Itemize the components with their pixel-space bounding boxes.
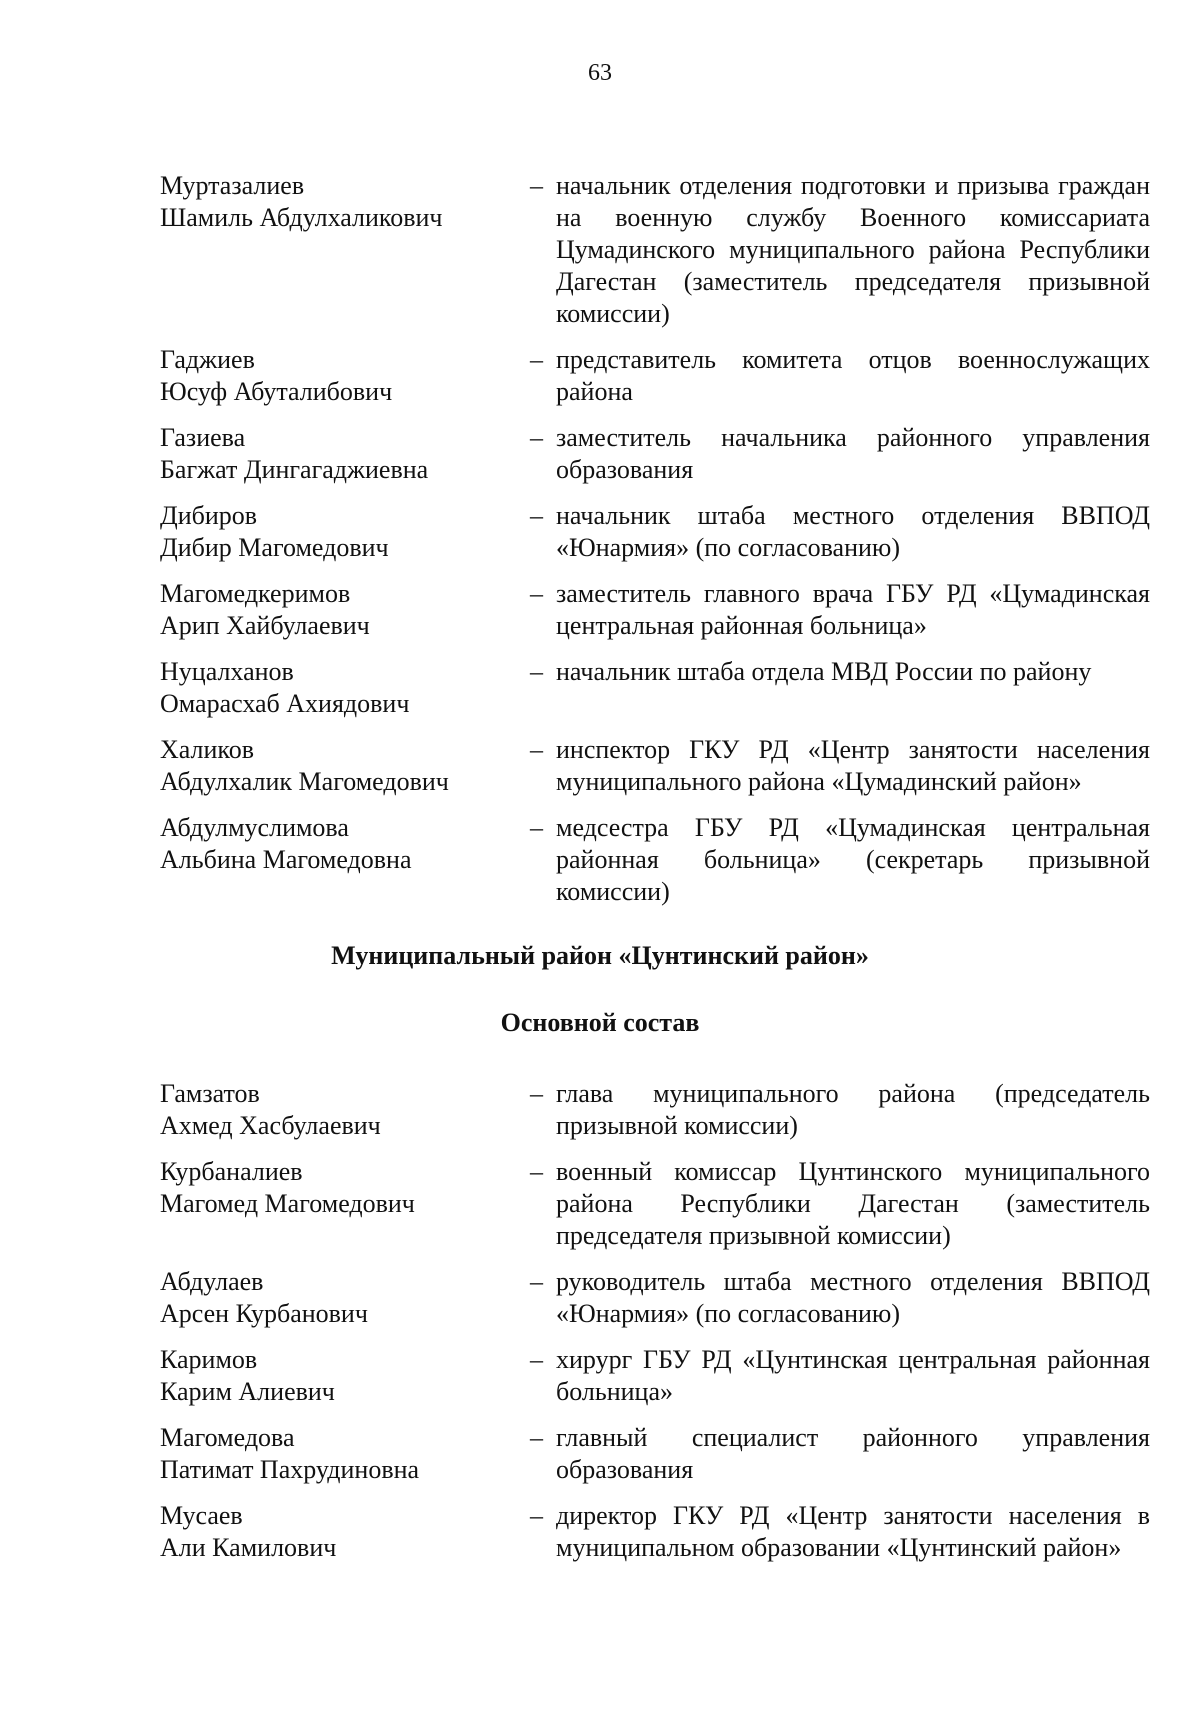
dash: –: [530, 423, 543, 452]
member-surname: Газиева: [160, 423, 246, 452]
member-role: [530, 812, 1150, 908]
dash: –: [530, 657, 543, 686]
member-role-text: медсестра ГБУ РД «Цумадинская центральная районная больница» (секретарь призывной комиссии): [556, 813, 1150, 906]
member-entry: [160, 422, 1150, 486]
member-name: [160, 1422, 530, 1486]
member-surname: Мусаев: [160, 1501, 243, 1530]
member-given-name: Альбина Магомедовна: [160, 845, 412, 874]
member-name: [160, 656, 530, 720]
member-name: [160, 1344, 530, 1408]
member-name: [160, 1266, 530, 1330]
member-given-name: Шамиль Абдулхаликович: [160, 203, 443, 232]
member-role: [530, 734, 1150, 798]
member-role: [530, 1500, 1150, 1564]
member-given-name: Ахмед Хасбулаевич: [160, 1111, 381, 1140]
member-role-text: представитель комитета отцов военнослужащих района: [556, 345, 1150, 406]
member-entry: [160, 344, 1150, 408]
member-given-name: Багжат Дингагаджиевна: [160, 455, 429, 484]
member-given-name: Абдулхалик Магомедович: [160, 767, 449, 796]
member-given-name: Али Камилович: [160, 1533, 337, 1562]
member-surname: Дибиров: [160, 501, 258, 530]
page-number: 63: [588, 60, 612, 86]
member-role-text: заместитель начальника районного управления образования: [556, 423, 1150, 484]
dash: –: [530, 1267, 543, 1296]
member-role-text: военный комиссар Цунтинского муниципального района Республики Дагестан (заместитель председателя призывной комиссии): [556, 1157, 1150, 1250]
member-surname: Муртазалиев: [160, 171, 305, 200]
member-entry: [160, 578, 1150, 642]
member-given-name: Арип Хайбулаевич: [160, 611, 370, 640]
dash: –: [530, 813, 543, 842]
member-surname: Гамзатов: [160, 1079, 260, 1108]
member-entry: [160, 1500, 1150, 1564]
member-given-name: Магомед Магомедович: [160, 1189, 415, 1218]
member-surname: Каримов: [160, 1345, 258, 1374]
member-role-text: инспектор ГКУ РД «Центр занятости населения муниципального района «Цумадинский район»: [556, 735, 1150, 796]
member-name: [160, 1078, 530, 1142]
member-name: [160, 578, 530, 642]
member-entry: [160, 500, 1150, 564]
member-entry: [160, 1078, 1150, 1142]
member-surname: Нуцалханов: [160, 657, 294, 686]
member-surname: Магомедова: [160, 1423, 295, 1452]
member-name: [160, 812, 530, 876]
dash: –: [530, 1423, 543, 1452]
member-role-text: хирург ГБУ РД «Цунтинская центральная районная больница»: [556, 1345, 1150, 1406]
member-entry: [160, 812, 1150, 908]
member-surname: Абдулаев: [160, 1267, 264, 1296]
member-name: [160, 170, 530, 234]
member-entry: [160, 1422, 1150, 1486]
member-surname: Абдулмуслимова: [160, 813, 349, 842]
member-role: [530, 170, 1150, 330]
member-given-name: Омарасхаб Ахиядович: [160, 689, 410, 718]
member-name: [160, 422, 530, 486]
member-entry: [160, 1266, 1150, 1330]
member-role: [530, 1422, 1150, 1486]
member-role-text: руководитель штаба местного отделения ВВПОД «Юнармия» (по согласованию): [556, 1267, 1150, 1328]
dash: –: [530, 345, 543, 374]
composition-subheading: Основной состав: [500, 1008, 700, 1037]
member-entry: [160, 1344, 1150, 1408]
member-name: [160, 1500, 530, 1564]
member-surname: Гаджиев: [160, 345, 255, 374]
member-role: [530, 1344, 1150, 1408]
member-name: [160, 500, 530, 564]
member-given-name: Патимат Пахрудиновна: [160, 1455, 420, 1484]
dash: –: [530, 1079, 543, 1108]
dash: –: [530, 1345, 543, 1374]
member-surname: Халиков: [160, 735, 255, 764]
member-role: [530, 578, 1150, 642]
dash: –: [530, 1501, 543, 1530]
dash: –: [530, 171, 543, 200]
member-role-text: начальник штаба местного отделения ВВПОД «Юнармия» (по согласованию): [556, 501, 1150, 562]
dash: –: [530, 501, 543, 530]
member-given-name: Дибир Магомедович: [160, 533, 389, 562]
member-role-text: директор ГКУ РД «Центр занятости населения в муниципальном образовании «Цунтинский район»: [556, 1501, 1150, 1562]
member-entry: [160, 734, 1150, 798]
member-role: [530, 422, 1150, 486]
member-role: [530, 1266, 1150, 1330]
member-surname: Магомедкеримов: [160, 579, 351, 608]
member-role-text: заместитель главного врача ГБУ РД «Цумадинская центральная районная больница»: [556, 579, 1150, 640]
dash: –: [530, 579, 543, 608]
member-given-name: Карим Алиевич: [160, 1377, 335, 1406]
member-entry: [160, 170, 1150, 330]
member-name: [160, 734, 530, 798]
member-role-text: главный специалист районного управления образования: [556, 1423, 1150, 1484]
member-given-name: Юсуф Абуталибович: [160, 377, 393, 406]
member-name: [160, 344, 530, 408]
member-role: [530, 500, 1150, 564]
member-entry: [160, 656, 1150, 720]
district-heading: Муниципальный район «Цунтинский район»: [331, 941, 869, 970]
member-role: [530, 656, 1150, 688]
dash: –: [530, 735, 543, 764]
member-role-text: начальник штаба отдела МВД России по району: [556, 657, 1092, 686]
member-role-text: начальник отделения подготовки и призыва граждан на военную службу Военного комиссариата Цумадинского муниципального района Республики Дагестан (заместитель председателя призывной комиссии): [556, 171, 1150, 328]
member-role: [530, 344, 1150, 408]
member-entry: [160, 1156, 1150, 1252]
member-role: [530, 1156, 1150, 1252]
dash: –: [530, 1157, 543, 1186]
member-role: [530, 1078, 1150, 1142]
member-given-name: Арсен Курбанович: [160, 1299, 368, 1328]
member-surname: Курбаналиев: [160, 1157, 303, 1186]
member-name: [160, 1156, 530, 1220]
member-role-text: глава муниципального района (председатель призывной комиссии): [556, 1079, 1150, 1140]
